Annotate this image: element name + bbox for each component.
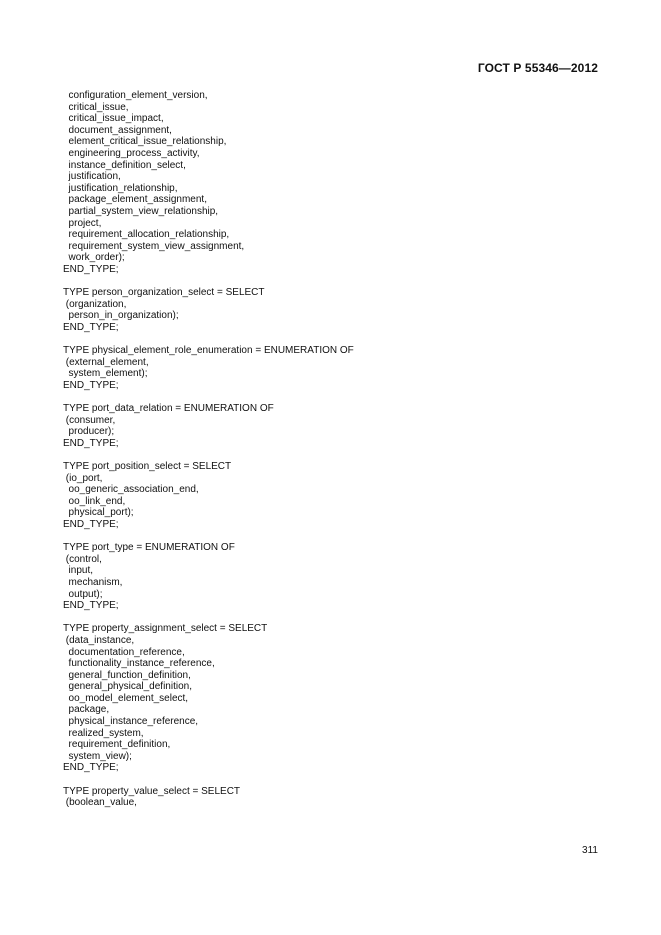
- code-line: configuration_element_version,: [63, 90, 208, 101]
- code-line: (data_instance,: [63, 634, 135, 646]
- code-line: TYPE property_assignment_select = SELECT: [63, 623, 268, 635]
- document-header-standard-id: ГОСТ Р 55346—2012: [477, 61, 598, 75]
- code-line: engineering_process_activity,: [63, 147, 200, 159]
- blank-line: [63, 333, 354, 345]
- code-line: END_TYPE;: [63, 518, 119, 530]
- code-line: (control,: [63, 553, 102, 565]
- blank-line: [63, 391, 354, 403]
- code-line: package,: [63, 704, 110, 716]
- page-number: 311: [582, 845, 598, 856]
- code-line: critical_issue,: [63, 101, 129, 113]
- code-line: output);: [63, 588, 103, 600]
- code-line: requirement_definition,: [63, 739, 171, 751]
- code-line: documentation_reference,: [63, 646, 185, 658]
- code-line: producer);: [63, 426, 115, 438]
- code-line: justification,: [63, 171, 121, 183]
- code-line: physical_port);: [63, 507, 134, 519]
- blank-line: [63, 612, 354, 624]
- code-line: functionality_instance_reference,: [63, 658, 215, 670]
- code-line: TYPE property_value_select = SELECT: [63, 785, 241, 797]
- code-line: package_element_assignment,: [63, 194, 207, 206]
- code-line: physical_instance_reference,: [63, 716, 199, 728]
- code-line: element_critical_issue_relationship,: [63, 136, 227, 148]
- code-line: END_TYPE;: [63, 263, 119, 275]
- blank-line: [63, 449, 354, 461]
- code-line: (boolean_value,: [63, 797, 137, 809]
- code-line: document_assignment,: [63, 124, 172, 136]
- code-line: mechanism,: [63, 576, 123, 588]
- code-line: oo_generic_association_end,: [63, 484, 199, 496]
- code-line: TYPE port_position_select = SELECT: [63, 461, 232, 472]
- code-line: oo_model_element_select,: [63, 692, 189, 704]
- code-line: critical_issue_impact,: [63, 113, 164, 125]
- code-line: END_TYPE;: [63, 600, 119, 612]
- code-line: input,: [63, 565, 94, 577]
- code-line: END_TYPE;: [63, 379, 119, 391]
- code-line: justification_relationship,: [63, 182, 178, 194]
- code-line: TYPE port_data_relation = ENUMERATION OF: [63, 403, 274, 415]
- code-line: person_in_organization);: [63, 310, 179, 322]
- code-line: partial_system_view_relationship,: [63, 205, 219, 217]
- code-line: system_element);: [63, 368, 148, 380]
- code-line: system_view);: [63, 750, 132, 762]
- blank-line: [63, 276, 354, 288]
- code-line: END_TYPE;: [63, 321, 119, 333]
- code-line: TYPE physical_element_role_enumeration = ENUMERATION OF: [63, 345, 354, 357]
- code-line: instance_definition_select,: [63, 159, 186, 171]
- code-line: work_order);: [63, 252, 125, 264]
- code-line: (consumer,: [63, 414, 116, 426]
- express-code-block: [63, 90, 354, 809]
- code-line: END_TYPE;: [63, 437, 119, 449]
- code-line: requirement_system_view_assignment,: [63, 240, 245, 252]
- code-line: project,: [63, 217, 102, 229]
- code-line: (organization,: [63, 298, 127, 310]
- code-line: general_physical_definition,: [63, 681, 192, 693]
- code-line: TYPE person_organization_select = SELECT: [63, 287, 265, 299]
- code-line: (io_port,: [63, 472, 103, 484]
- code-line: requirement_allocation_relationship,: [63, 229, 230, 241]
- code-line: realized_system,: [63, 727, 144, 739]
- code-line: END_TYPE;: [63, 762, 119, 774]
- blank-line: [63, 774, 354, 786]
- code-line: oo_link_end,: [63, 495, 126, 507]
- blank-line: [63, 531, 354, 543]
- code-line: TYPE port_type = ENUMERATION OF: [63, 542, 235, 554]
- code-line: general_function_definition,: [63, 669, 191, 681]
- code-line: (external_element,: [63, 356, 149, 368]
